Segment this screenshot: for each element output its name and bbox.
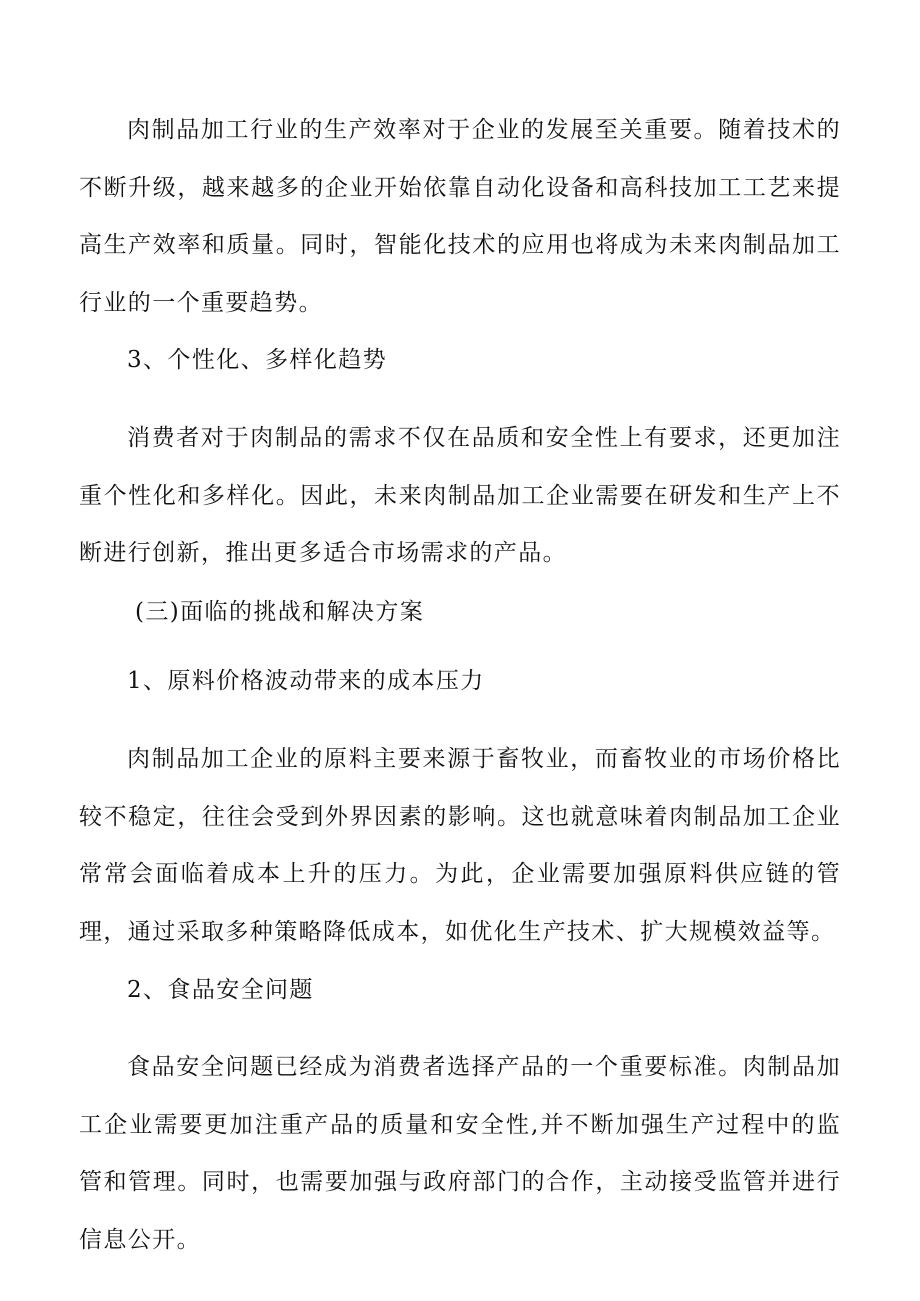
heading-personalization-trend: 3、个性化、多样化趋势 (127, 347, 388, 373)
paragraph-consumer-demand: 消费者对于肉制品的需求不仅在品质和安全性上有要求，还更加注重个性化和多样化。因此，未来肉制品加工企业需要在研发和生产上不断进行创新，推出更多适合市场需求的产品。 (79, 425, 841, 566)
paragraph-raw-material-cost: 肉制品加工企业的原料主要来源于畜牧业，而畜牧业的市场价格比较不稳定，往往会受到外界因素的影响。这也就意味着肉制品加工企业常常会面临着成本上升的压力。为此，企业需要加强原料供应链的管理，通过采取多种策略降低成本，如优化生产技术、扩大规模效益等。 (79, 746, 841, 945)
section-heading-challenges: (三)面临的挑战和解决方案 (135, 599, 425, 625)
heading-raw-material-cost: 1、原料价格波动带来的成本压力 (127, 668, 485, 694)
paragraph-production-efficiency: 肉制品加工行业的生产效率对于企业的发展至关重要。随着技术的不断升级，越来越多的企业开始依靠自动化设备和高科技加工工艺来提高生产效率和质量。同时，智能化技术的应用也将成为未来肉制品加工行业的一个重要趋势。 (79, 117, 841, 316)
heading-food-safety: 2、食品安全问题 (127, 977, 314, 1003)
paragraph-food-safety: 食品安全问题已经成为消费者选择产品的一个重要标准。肉制品加工企业需要更加注重产品的质量和安全性,并不断加强生产过程中的监管和管理。同时，也需要加强与政府部门的合作，主动接受监管并进行信息公开。 (79, 1054, 841, 1253)
